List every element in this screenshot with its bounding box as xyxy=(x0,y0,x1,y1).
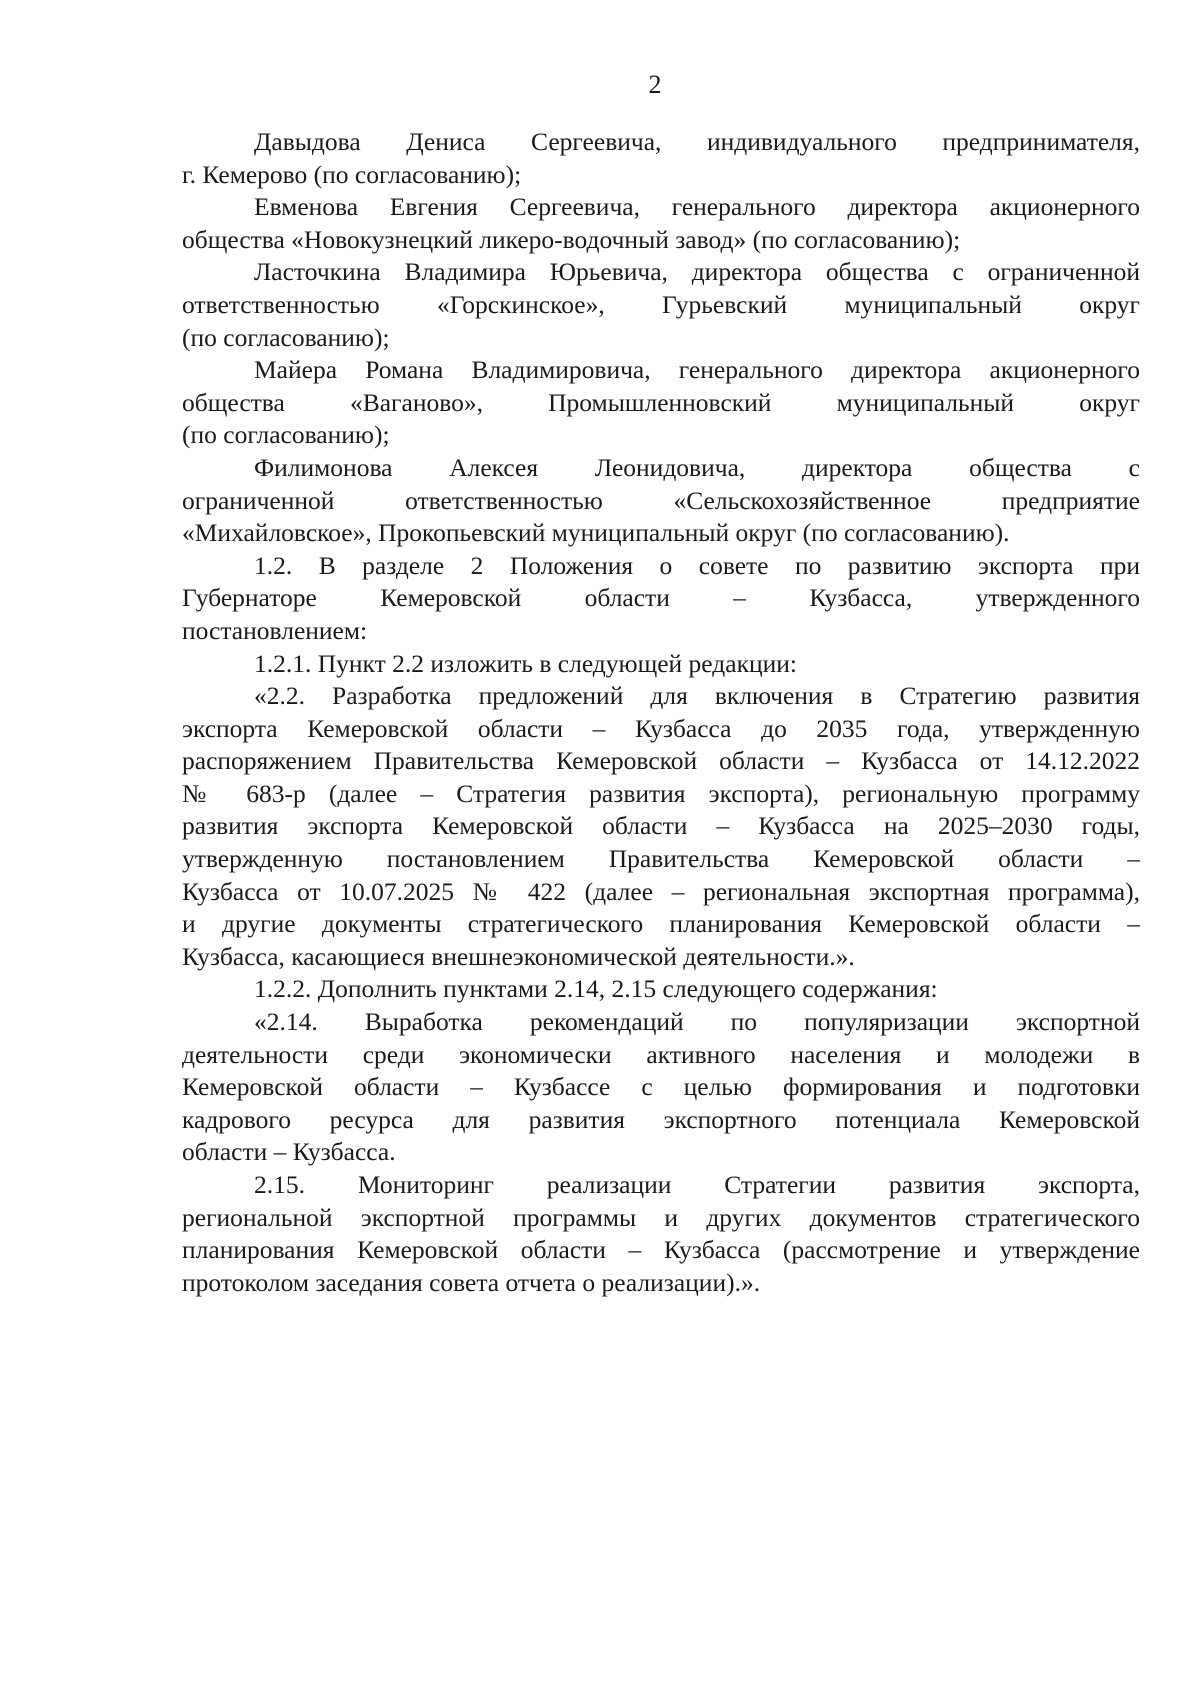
text-line: распоряжением Правительства Кемеровской области – Кузбасса от 14.12.2022 xyxy=(182,746,1140,776)
text-line: ответственностью «Горскинское», Гурьевский муниципальный округ xyxy=(182,289,1140,319)
text-line: постановлением: xyxy=(182,615,368,645)
text-line: г. Кемерово (по согласованию); xyxy=(182,159,522,189)
text-line: 1.2.1. Пункт 2.2 изложить в следующей редакции: xyxy=(254,648,797,678)
text-line: (по согласованию); xyxy=(182,322,390,352)
text-line: области – Кузбасса. xyxy=(182,1137,396,1167)
text-line: Ласточкина Владимира Юрьевича, директора общества с ограниченной xyxy=(254,257,1140,287)
text-line: и другие документы стратегического планирования Кемеровской области – xyxy=(182,909,1140,939)
text-line: 1.2. В разделе 2 Положения о совете по развитию экспорта при xyxy=(254,550,1140,580)
text-line: Губернаторе Кемеровской области – Кузбасса, утвержденного xyxy=(182,583,1140,613)
text-line: Кузбасса от 10.07.2025 № 422 (далее – региональная экспортная программа), xyxy=(182,876,1140,906)
text-line: «2.2. Разработка предложений для включения в Стратегию развития xyxy=(254,681,1140,711)
text-line: № 683-р (далее – Стратегия развития экспорта), региональную программу xyxy=(182,778,1140,808)
text-line: развития экспорта Кемеровской области – Кузбасса на 2025–2030 годы, xyxy=(182,811,1140,841)
text-line: «2.14. Выработка рекомендаций по популяризации экспортной xyxy=(254,1007,1140,1037)
page-number: 2 xyxy=(648,70,662,99)
text-line: ограниченной ответственностью «Сельскохозяйственное предприятие xyxy=(182,485,1140,515)
text-line: Кузбасса, касающиеся внешнеэкономической деятельности.». xyxy=(182,941,855,971)
text-line: Майера Романа Владимировича, генерального директора акционерного xyxy=(254,355,1140,385)
text-line: (по согласованию); xyxy=(182,420,390,450)
text-line: Евменова Евгения Сергеевича, генерального директора акционерного xyxy=(254,192,1140,222)
text-line: общества «Ваганово», Промышленновский муниципальный округ xyxy=(182,387,1140,417)
text-line: общества «Новокузнецкий ликеро-водочный завод» (по согласованию); xyxy=(182,224,961,254)
text-line: 1.2.2. Дополнить пунктами 2.14, 2.15 следующего содержания: xyxy=(254,974,938,1004)
text-line: Кемеровской области – Кузбассе с целью формирования и подготовки xyxy=(182,1072,1140,1102)
text-line: планирования Кемеровской области – Кузбасса (рассмотрение и утверждение xyxy=(182,1235,1140,1265)
text-line: Давыдова Дениса Сергеевича, индивидуального предпринимателя, xyxy=(254,127,1140,156)
text-line: региональной экспортной программы и других документов стратегического xyxy=(182,1202,1140,1232)
text-line: утвержденную постановлением Правительства Кемеровской области – xyxy=(182,844,1140,874)
text-line: «Михайловское», Прокопьевский муниципальный округ (по согласованию). xyxy=(182,518,1010,548)
document-body xyxy=(182,126,1140,1299)
text-line: Филимонова Алексея Леонидовича, директора общества с xyxy=(254,452,1140,482)
text-line: деятельности среди экономически активного населения и молодежи в xyxy=(182,1039,1140,1069)
text-line: протоколом заседания совета отчета о реализации).». xyxy=(182,1267,761,1297)
text-line: кадрового ресурса для развития экспортного потенциала Кемеровской xyxy=(182,1104,1140,1134)
text-line: экспорта Кемеровской области – Кузбасса до 2035 года, утвержденную xyxy=(182,713,1140,743)
text-line: 2.15. Мониторинг реализации Стратегии развития экспорта, xyxy=(254,1170,1140,1199)
